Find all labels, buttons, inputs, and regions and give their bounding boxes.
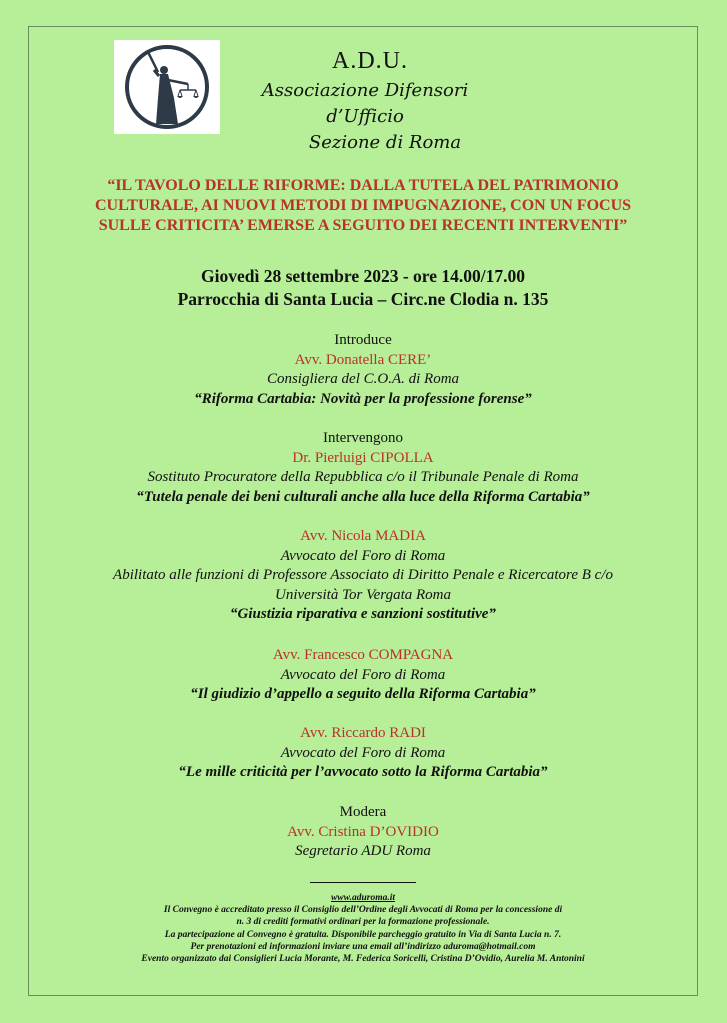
speaker-role: Avvocato del Foro di Roma bbox=[280, 666, 446, 683]
footer-line: Evento organizzato dai Consiglieri Lucia Morante, M. Federica Soricelli, Cristina D’Ovidio, Aurelia M. Antonini bbox=[141, 954, 585, 965]
event-date-time: Giovedì 28 settembre 2023 - ore 14.00/17.00 bbox=[200, 266, 526, 286]
footer-line: Il Convegno è accreditato presso il Consiglio dell’Ordine degli Avvocati di Roma per la concessione di bbox=[163, 905, 563, 916]
title-line: “IL TAVOLO DELLE RIFORME: DALLA TUTELA DEL PATRIMONIO bbox=[107, 177, 619, 194]
footer bbox=[60, 892, 666, 965]
moderator-role: Segretario ADU Roma bbox=[295, 843, 431, 859]
speaker-role: Università Tor Vergata Roma bbox=[275, 586, 451, 603]
speaker-role: Avvocato del Foro di Roma bbox=[280, 744, 446, 761]
speaker-section bbox=[50, 429, 676, 507]
footer-line: Per prenotazioni ed informazioni inviare una email all’indirizzo aduroma@hotmail.com bbox=[190, 941, 536, 952]
talk-title: “Le mille criticità per l’avvocato sotto la Riforma Cartabia” bbox=[178, 764, 548, 780]
speaker-role: Avvocato del Foro di Roma bbox=[280, 547, 446, 564]
org-name bbox=[240, 78, 490, 156]
talk-title: “Riforma Cartabia: Novità per la professione forense” bbox=[194, 390, 532, 407]
event-title bbox=[50, 176, 676, 236]
org-name-line1: Associazione Difensori d’Ufficio bbox=[261, 80, 469, 127]
speaker-role: Consigliera del C.O.A. di Roma bbox=[266, 371, 460, 387]
title-line: SULLE CRITICITA’ EMERSE A SEGUITO DEI RECENTI INTERVENTI” bbox=[98, 217, 628, 234]
event-location: Parrocchia di Santa Lucia – Circ.ne Clodia n. 135 bbox=[177, 289, 549, 309]
talk-title: “Il giudizio d’appello a seguito della Riforma Cartabia” bbox=[190, 686, 536, 702]
justice-figure-logo bbox=[114, 40, 220, 134]
org-name-line2: Sezione di Roma bbox=[308, 132, 462, 153]
title-line: CULTURALE, AI NUOVI METODI DI IMPUGNAZIONE, CON UN FOCUS bbox=[94, 197, 632, 214]
talk-title: “Giustizia riparativa e sanzioni sostitutive” bbox=[230, 606, 496, 622]
speaker-role: Abilitato alle funzioni di Professore Associato di Diritto Penale e Ricercatore B c/o bbox=[113, 567, 613, 583]
speakers-label: Intervengono bbox=[323, 430, 403, 446]
moderator-name: Avv. Cristina D’OVIDIO bbox=[287, 823, 439, 840]
speaker-section bbox=[50, 724, 676, 783]
speaker-name: Avv. Riccardo RADI bbox=[300, 725, 426, 741]
event-info bbox=[50, 265, 676, 311]
org-acronym: A.D.U. bbox=[332, 48, 408, 74]
footer-line: La partecipazione al Convegno è gratuita. Disponibile parcheggio gratuito in Via di Santa Lucia n. 7. bbox=[164, 929, 562, 940]
introduce-section bbox=[50, 331, 676, 409]
speaker-name: Avv. Donatella CERE’ bbox=[294, 351, 432, 368]
speaker-role: Sostituto Procuratore della Repubblica c/o il Tribunale Penale di Roma bbox=[147, 469, 579, 485]
moderator-label: Modera bbox=[339, 804, 387, 820]
moderator-section bbox=[50, 803, 676, 862]
speaker-name: Avv. Francesco COMPAGNA bbox=[272, 647, 454, 663]
introduce-label: Introduce bbox=[334, 332, 392, 348]
speaker-name: Dr. Pierluigi CIPOLLA bbox=[292, 449, 434, 466]
speaker-name: Avv. Nicola MADIA bbox=[300, 528, 426, 544]
footer-line: n. 3 di crediti formativi ordinari per la formazione professionale. bbox=[236, 917, 490, 928]
website-link[interactable]: www.aduroma.it bbox=[330, 893, 396, 903]
divider bbox=[310, 882, 416, 883]
speaker-section bbox=[50, 646, 676, 705]
talk-title: “Tutela penale dei beni culturali anche alla luce della Riforma Cartabia” bbox=[136, 488, 590, 505]
speaker-section bbox=[50, 527, 676, 625]
